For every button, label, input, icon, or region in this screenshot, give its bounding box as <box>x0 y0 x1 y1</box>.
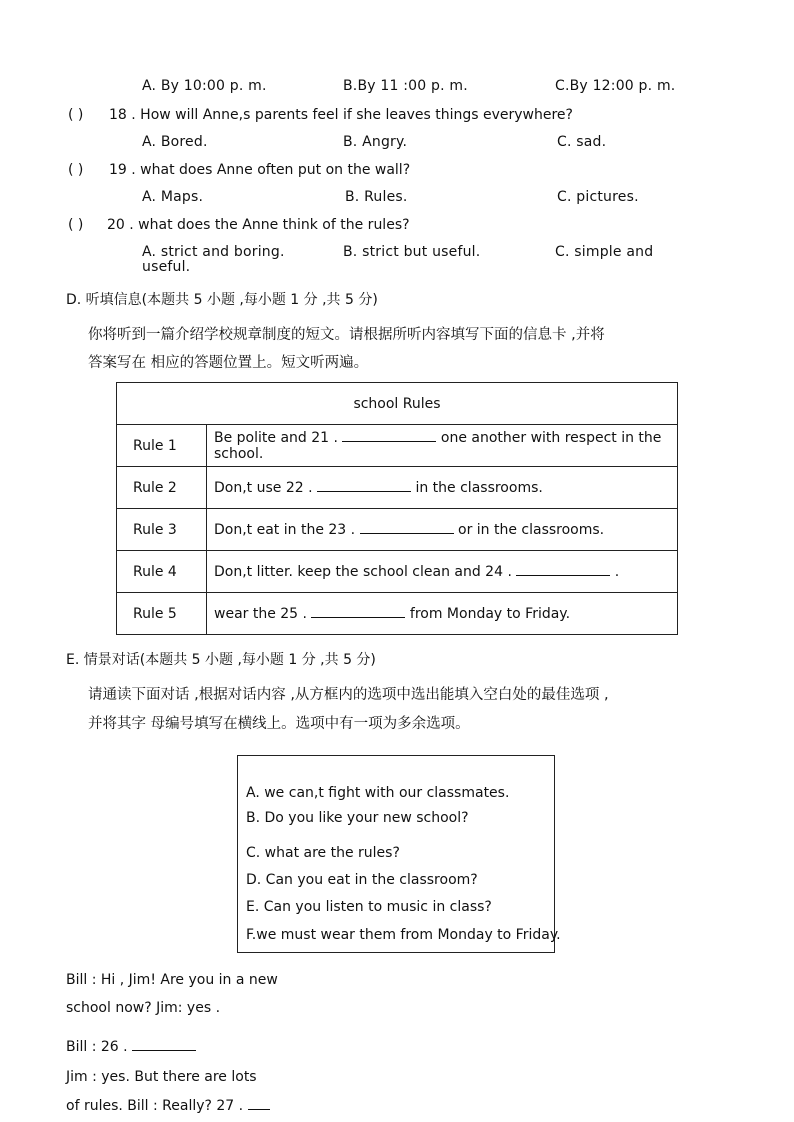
section-d-instruction-line1: 你将听到一篇介绍学校规章制度的短文。请根据所听内容填写下面的信息卡 ,并将 <box>88 327 605 343</box>
section-e-instruction-line1: 请通读下面对话 ,根据对话内容 ,从方框内的选项中选出能填入空白处的最佳选项 , <box>88 687 609 703</box>
q19-option-a: A. Maps. <box>142 189 204 205</box>
section-d-instruction-line2: 答案写在 相应的答题位置上。短文听两遍。 <box>88 355 369 371</box>
q17-option-a: A. By 10:00 p. m. <box>142 78 267 94</box>
option-c: C. what are the rules? <box>246 845 400 861</box>
q20-option-a-continued: useful. <box>142 259 191 275</box>
dialogue-line-5 <box>66 1097 270 1114</box>
q20-option-a: A. strict and boring. <box>142 244 285 260</box>
rule-text <box>207 551 678 593</box>
option-a: A. we can,t fight with our classmates. <box>246 785 510 801</box>
q20-answer-paren[interactable]: ( ) <box>68 217 84 233</box>
table-title: school Rules <box>117 383 678 425</box>
table-row <box>117 551 678 593</box>
answer-blank-26[interactable] <box>132 1038 196 1051</box>
q18-question: 18 . How will Anne,s parents feel if she leaves things everywhere? <box>109 107 573 123</box>
answer-blank-23[interactable] <box>360 521 454 534</box>
rule-text-after: from Monday to Friday. <box>409 606 571 622</box>
option-e: E. Can you listen to music in class? <box>246 899 492 915</box>
option-b: B. Do you like your new school? <box>246 810 469 826</box>
dialogue-line-3-text: Bill : 26 . <box>66 1039 128 1055</box>
q19-question: 19 . what does Anne often put on the wall? <box>109 162 411 178</box>
options-box <box>237 755 561 953</box>
rule-text <box>207 593 678 635</box>
option-d: D. Can you eat in the classroom? <box>246 872 478 888</box>
answer-blank-22[interactable] <box>317 479 411 492</box>
rule-label: Rule 3 <box>117 509 207 551</box>
q18-option-a: A. Bored. <box>142 134 208 150</box>
dialogue-line-2: school now? Jim: yes . <box>66 1000 221 1016</box>
rule-text-before: Don,t litter. keep the school clean and 24 . <box>214 564 512 580</box>
rule-label: Rule 1 <box>117 425 207 467</box>
section-e-instruction-line2: 并将其字 母编号填写在横线上。选项中有一项为多余选项。 <box>88 716 470 732</box>
q17-option-b: B.By 11 :00 p. m. <box>343 78 468 94</box>
rule-text-before: wear the 25 . <box>214 606 307 622</box>
q18-answer-paren[interactable]: ( ) <box>68 107 84 123</box>
dialogue-line-4: Jim : yes. But there are lots <box>66 1069 257 1085</box>
q19-option-c: C. pictures. <box>557 189 639 205</box>
q20-question: 20 . what does the Anne think of the rules? <box>107 217 410 233</box>
rule-label: Rule 4 <box>117 551 207 593</box>
section-d-heading: D. 听填信息(本题共 5 小题 ,每小题 1 分 ,共 5 分) <box>66 292 378 308</box>
rule-text-after: in the classrooms. <box>415 480 543 496</box>
q18-option-c: C. sad. <box>557 134 607 150</box>
rule-text <box>207 509 678 551</box>
rule-text-before: Be polite and 21 . <box>214 430 338 446</box>
answer-blank-25[interactable] <box>311 605 405 618</box>
answer-blank-21[interactable] <box>342 429 436 442</box>
dialogue-line-5-text: of rules. Bill : Really? 27 . <box>66 1098 244 1114</box>
school-rules-table <box>116 382 678 635</box>
q20-option-c: C. simple and <box>555 244 654 260</box>
q17-option-c: C.By 12:00 p. m. <box>555 78 676 94</box>
table-row <box>117 593 678 635</box>
q19-option-b: B. Rules. <box>345 189 408 205</box>
rule-text-after: . <box>614 564 620 580</box>
rule-label: Rule 5 <box>117 593 207 635</box>
rule-text-after: or in the classrooms. <box>458 522 605 538</box>
section-e-heading: E. 情景对话(本题共 5 小题 ,每小题 1 分 ,共 5 分) <box>66 652 376 668</box>
rule-text-after: one another with respect in the school. <box>214 430 662 462</box>
dialogue-line-3 <box>66 1038 196 1055</box>
rule-text <box>207 467 678 509</box>
q19-answer-paren[interactable]: ( ) <box>68 162 84 178</box>
q20-option-b: B. strict but useful. <box>343 244 481 260</box>
answer-blank-27[interactable] <box>248 1097 270 1110</box>
dialogue-line-1: Bill : Hi , Jim! Are you in a new <box>66 972 278 988</box>
answer-blank-24[interactable] <box>516 563 610 576</box>
table-row <box>117 467 678 509</box>
rule-text-before: Don,t use 22 . <box>214 480 313 496</box>
table-row <box>117 425 678 467</box>
q18-option-b: B. Angry. <box>343 134 408 150</box>
rule-label: Rule 2 <box>117 467 207 509</box>
rule-text-before: Don,t eat in the 23 . <box>214 522 356 538</box>
option-f: F.we must wear them from Monday to Friday. <box>246 927 561 943</box>
table-row <box>117 509 678 551</box>
rule-text <box>207 425 678 467</box>
